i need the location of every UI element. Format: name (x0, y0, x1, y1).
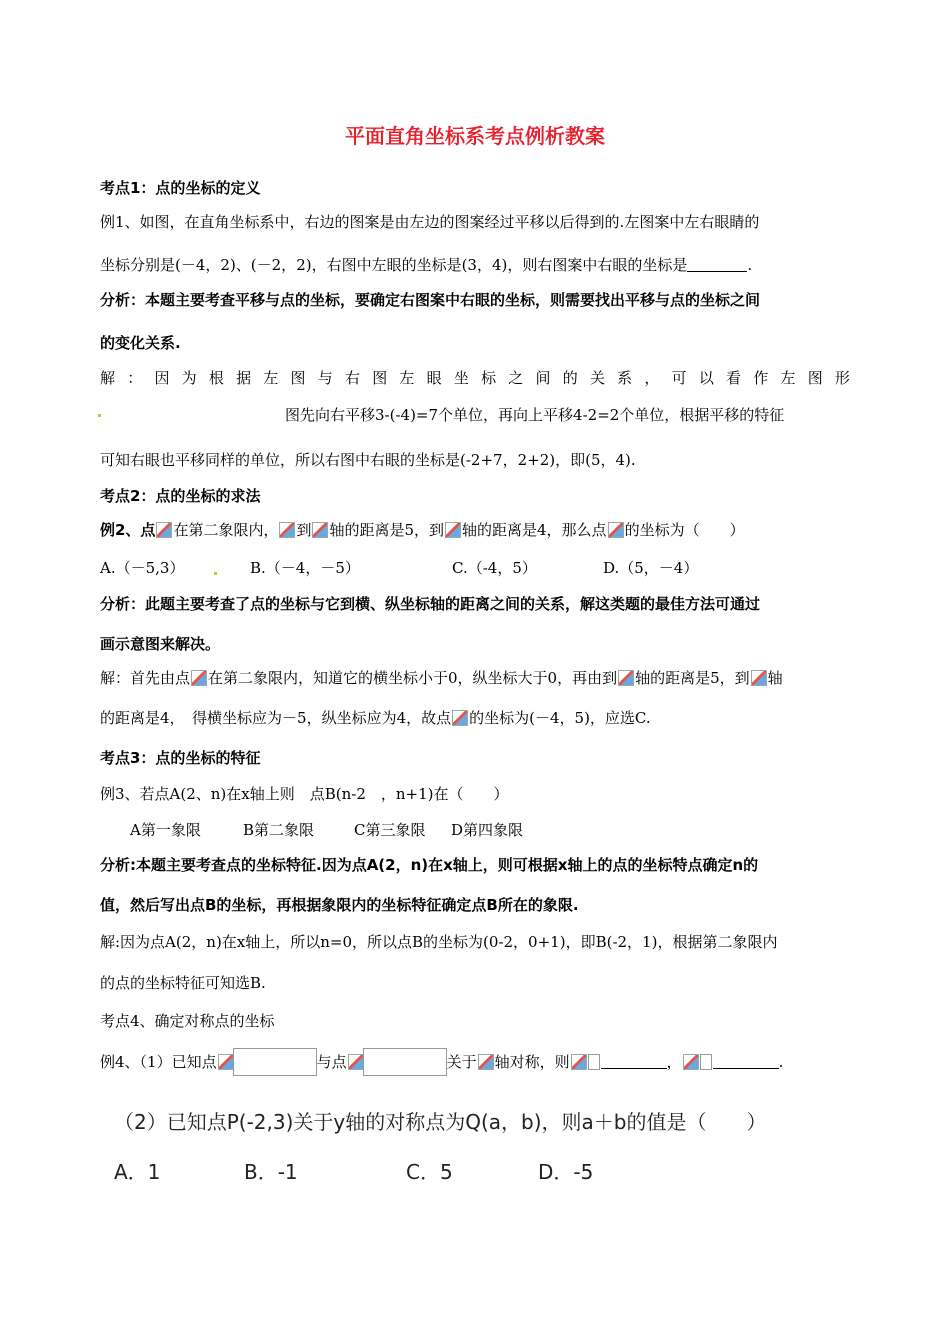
option-b: B第二象限 (243, 821, 315, 839)
analysis-2-line-1: 分析：此题主要考查了点的坐标与它到横、纵坐标轴的距离之间的关系，解这类题的最佳方法可通过 (100, 595, 761, 613)
scan-artifact-dot (214, 572, 217, 575)
image-frame (363, 1048, 447, 1076)
image-frame (233, 1048, 317, 1076)
example-4-text: 关于 (446, 1053, 477, 1071)
section-2-heading: 考点2：点的坐标的求法 (100, 487, 261, 505)
answer-blank (601, 1054, 667, 1069)
char: 系 (617, 369, 633, 387)
broken-image-icon (571, 1054, 587, 1070)
example-2-text: 轴的距离是5，到 (329, 521, 445, 539)
char: 作 (753, 369, 769, 387)
broken-image-icon (751, 670, 767, 686)
solution-3-line-2: 的点的坐标特征可知选B. (100, 974, 266, 992)
scan-artifact-dot (98, 414, 101, 417)
solution-3-line-1: 解:因为点A(2，n)在x轴上，所以n=0，所以点B的坐标为(0-2，0+1)，即B(-2，1)，根据第二象限内 (100, 933, 778, 951)
broken-image-icon (312, 522, 328, 538)
broken-image-icon (452, 710, 468, 726)
solution-2-text: 轴 (767, 669, 783, 687)
solution-2-text: 在第二象限内，知道它的横坐标小于0，纵坐标大于0，再由到 (208, 669, 618, 687)
example-4-text: 与点 (316, 1053, 347, 1071)
solution-2-text: 的坐标为(－4，5)，应选C. (469, 709, 651, 727)
example-1-text: 坐标分别是(－4，2)、(－2，2)，右图中左眼的坐标是(3，4)，则右图案中右眼的坐标是 (100, 256, 688, 274)
option-b: B．-1 (244, 1160, 298, 1184)
option-a: A．1 (114, 1160, 161, 1184)
char: 以 (698, 369, 714, 387)
solution-2-text: 的距离是4， 得横坐标应为－5，纵坐标应为4，故点 (100, 709, 452, 727)
char: 图 (290, 369, 306, 387)
solution-2-text: 解：首先由点 (100, 669, 191, 687)
broken-image-icon (218, 1054, 234, 1070)
broken-image-icon (683, 1054, 699, 1070)
solution-1-line-3: 可知右眼也平移同样的单位，所以右图中右眼的坐标是(-2+7，2+2)，即(5，4). (100, 451, 636, 469)
char: 关 (589, 369, 605, 387)
example-4-part-2: （2）已知点P(-2,3)关于y轴的对称点为Q(a，b)，则a＋b的值是（ ） (114, 1110, 767, 1134)
char: 的 (562, 369, 578, 387)
example-2-text: 在第二象限内， (173, 521, 279, 539)
char: 右 (344, 369, 360, 387)
example-1-line-2 (100, 255, 752, 275)
example-3-line: 例3、若点A(2、n)在x轴上则 点B(n-2 ，n+1)在（ ） (100, 785, 509, 803)
example-4-text: 轴对称，则 (494, 1053, 570, 1071)
broken-image-icon (348, 1054, 364, 1070)
example-2-text: 轴的距离是4，那么点 (462, 521, 607, 539)
char: ： (127, 369, 143, 387)
example-4-text: ， (666, 1053, 682, 1071)
solution-2-line-1 (100, 668, 783, 688)
section-1-heading: 考点1：点的坐标的定义 (100, 179, 261, 197)
char: 为 (181, 369, 197, 387)
char: 据 (236, 369, 252, 387)
solution-1-line-1 (100, 368, 850, 388)
char: 因 (154, 369, 170, 387)
example-2-line (100, 520, 745, 540)
example-4-text: 例4、（1）已知点 (100, 1053, 217, 1071)
example-2-text: 的坐标为（ ） (624, 521, 745, 539)
example-2-label: 例2、点 (100, 521, 156, 539)
broken-image-icon (608, 522, 624, 538)
broken-image-icon (618, 670, 634, 686)
answer-blank (687, 257, 747, 272)
char: 坐 (453, 369, 469, 387)
char: 解 (100, 369, 116, 387)
option-b: B.（－4，－5） (250, 559, 360, 577)
analysis-3-line-2: 值，然后写出点B的坐标，再根据象限内的坐标特征确定点B所在的象限. (100, 896, 579, 914)
char: 之 (508, 369, 524, 387)
example-2-text: 到 (296, 521, 312, 539)
solution-1-line-2: 图先向右平移3-(-4)=7个单位，再向上平移4-2=2个单位，根据平移的特征 (285, 406, 785, 424)
option-c: C.（-4，5） (452, 559, 537, 577)
char: 左 (399, 369, 415, 387)
char: 眼 (426, 369, 442, 387)
option-c: C第三象限 (354, 821, 426, 839)
solution-2-line-2 (100, 708, 651, 728)
char: ， (644, 369, 660, 387)
broken-image-icon (478, 1054, 494, 1070)
char: 左 (263, 369, 279, 387)
option-a: A.（－5,3） (100, 559, 185, 577)
image-frame (700, 1054, 712, 1070)
analysis-1-line-2: 的变化关系. (100, 334, 181, 352)
example-4-part-1 (100, 1048, 783, 1076)
char: 看 (726, 369, 742, 387)
option-c: C．5 (406, 1160, 453, 1184)
document-title: 平面直角坐标系考点例析教案 (345, 124, 605, 148)
option-d: D．-5 (538, 1160, 594, 1184)
broken-image-icon (445, 522, 461, 538)
char: 间 (535, 369, 551, 387)
image-frame (588, 1054, 600, 1070)
char: 标 (481, 369, 497, 387)
option-d: D.（5，－4） (603, 559, 699, 577)
char: 与 (317, 369, 333, 387)
char: 左 (780, 369, 796, 387)
answer-blank (713, 1054, 779, 1069)
section-4-heading: 考点4、确定对称点的坐标 (100, 1012, 275, 1030)
broken-image-icon (156, 522, 172, 538)
analysis-2-line-2: 画示意图来解决。 (100, 635, 221, 653)
broken-image-icon (279, 522, 295, 538)
broken-image-icon (191, 670, 207, 686)
section-3-heading: 考点3：点的坐标的特征 (100, 749, 261, 767)
char: 图 (372, 369, 388, 387)
example-1-period: . (747, 256, 753, 274)
example-1-line-1: 例1、如图，在直角坐标系中，右边的图案是由左边的图案经过平移以后得到的.左图案中左右眼睛的 (100, 213, 760, 231)
analysis-1-line-1: 分析：本题主要考查平移与点的坐标，要确定右图案中右眼的坐标，则需要找出平移与点的坐标之间 (100, 291, 761, 309)
char: 图 (807, 369, 823, 387)
option-d: D第四象限 (451, 821, 524, 839)
solution-2-text: 轴的距离是5，到 (635, 669, 750, 687)
char: 根 (208, 369, 224, 387)
analysis-3-line-1: 分析:本题主要考查点的坐标特征.因为点A(2，n)在x轴上，则可根据x轴上的点的坐标特点确定n的 (100, 856, 759, 874)
example-4-text: . (778, 1053, 784, 1071)
char: 可 (671, 369, 687, 387)
option-a: A第一象限 (130, 821, 201, 839)
char: 形 (834, 369, 850, 387)
